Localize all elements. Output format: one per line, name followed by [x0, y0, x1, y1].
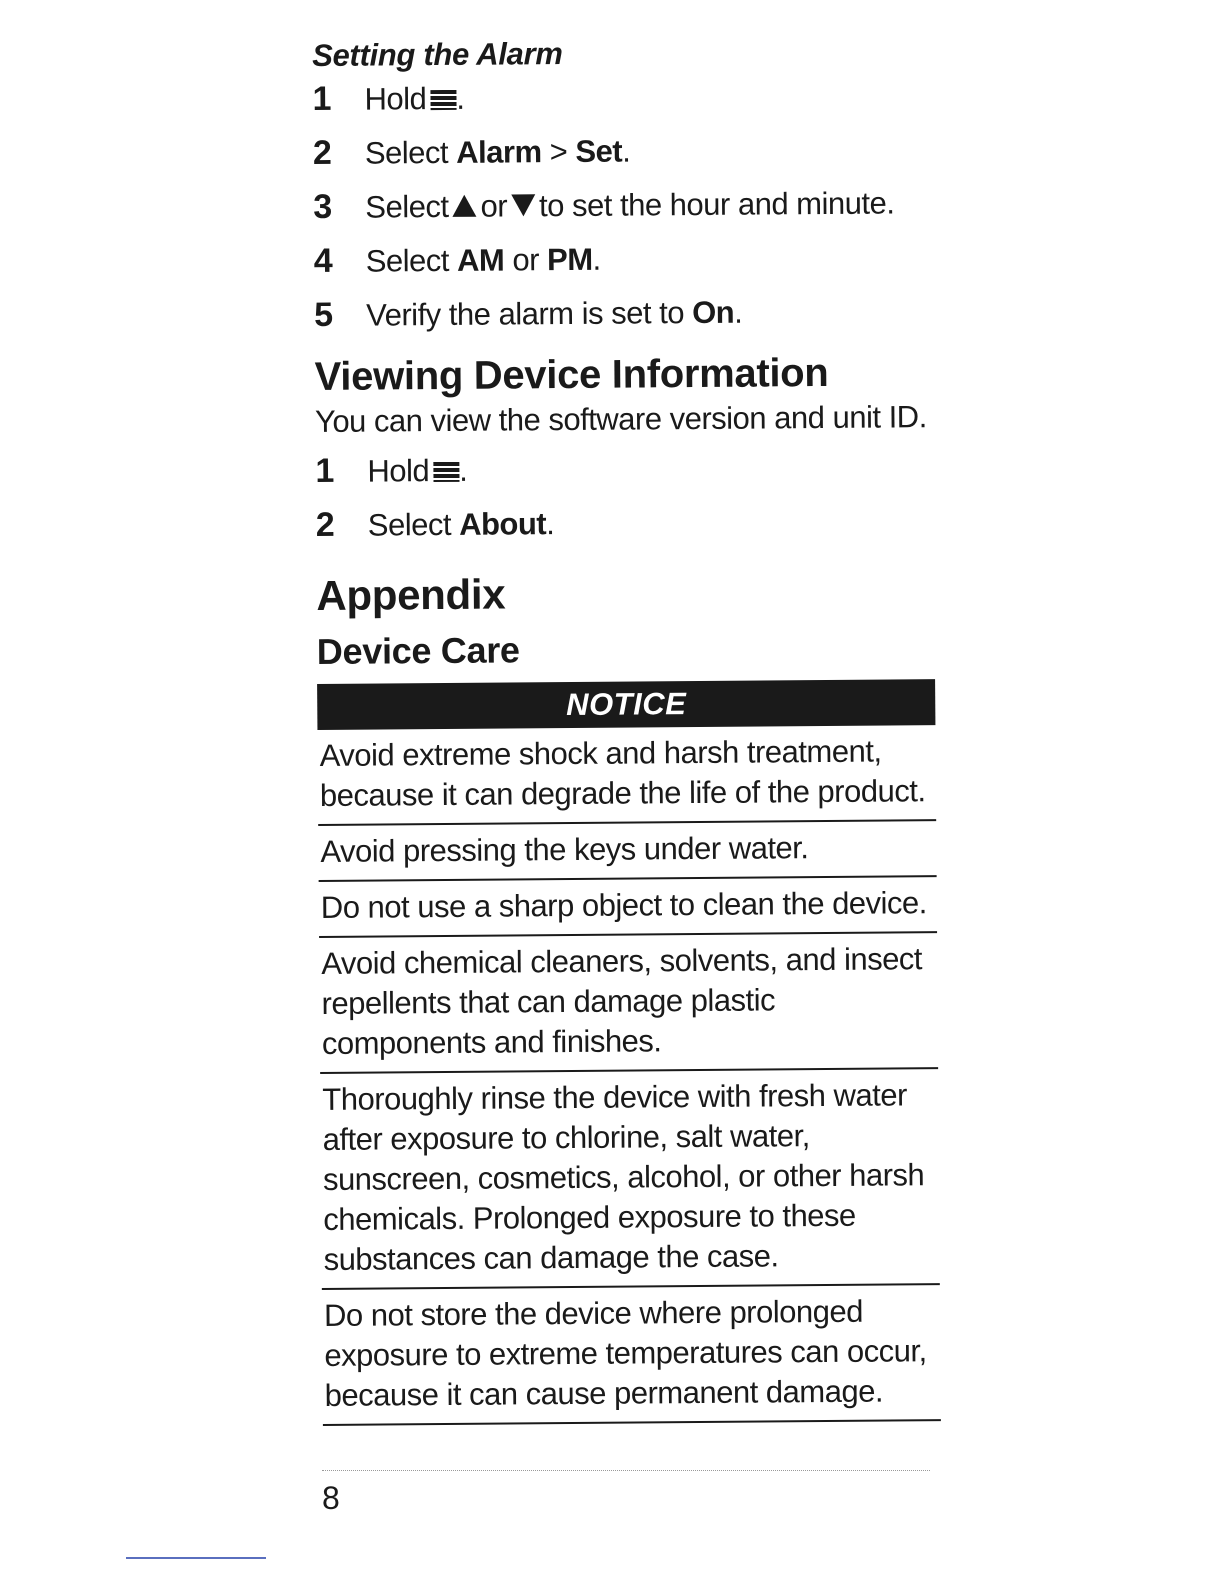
menu-icon	[433, 462, 459, 482]
scan-edge-line	[126, 1557, 266, 1559]
step-number: 5	[314, 295, 334, 334]
step-item: 1 Hold .	[315, 451, 468, 490]
step-item: 3 Select or to set the hour and minute.	[313, 185, 895, 226]
menu-label-set: Set	[575, 133, 623, 169]
option-on: On	[691, 294, 735, 331]
step-item: 2 Select Alarm > Set.	[312, 133, 631, 172]
option-pm: PM	[546, 241, 593, 278]
menu-label-alarm: Alarm	[456, 134, 542, 170]
page-content	[312, 31, 941, 1426]
device-info-steps	[315, 447, 934, 560]
alarm-heading: Setting the Alarm	[312, 36, 563, 73]
notice-banner: NOTICE	[317, 679, 935, 730]
notice-item: Avoid pressing the keys under water.	[318, 821, 936, 882]
notice-item: Do not use a sharp object to clean the device.	[319, 877, 937, 938]
step-number: 2	[315, 505, 335, 544]
up-arrow-icon	[452, 195, 476, 217]
step-item: 4 Select AM or PM.	[313, 241, 601, 280]
step-number: 4	[313, 241, 333, 280]
step-number: 1	[312, 79, 332, 118]
notice-item: Avoid extreme shock and harsh treatment, because it can degrade the life of the product.	[317, 725, 936, 826]
menu-label-about: About	[458, 506, 547, 542]
footer-rule	[322, 1470, 930, 1471]
menu-icon	[430, 90, 456, 110]
page-number: 8	[322, 1480, 340, 1516]
device-care-heading: Device Care	[316, 629, 520, 672]
step-number: 1	[315, 451, 335, 490]
notice-item: Do not store the device where prolonged exposure to extreme temperatures can occur, because it can cause permanent damage.	[322, 1285, 941, 1426]
step-item: 2 Select About.	[315, 505, 555, 544]
notice-item: Avoid chemical cleaners, solvents, and insect repellents that can damage plastic components and finishes.	[319, 933, 938, 1074]
device-info-heading: Viewing Device Information	[314, 350, 829, 399]
alarm-steps	[312, 75, 932, 350]
appendix-heading: Appendix	[316, 570, 506, 619]
notice-list	[317, 725, 940, 1426]
device-info-intro: You can view the software version and unit ID.	[314, 399, 927, 439]
step-item: 1 Hold .	[312, 79, 465, 118]
notice-item: Thoroughly rinse the device with fresh water after exposure to chlorine, salt water, sunscreen, cosmetics, alcohol, or other harsh chemicals. Prolonged exposure to these substances can damage the case.	[320, 1069, 940, 1290]
down-arrow-icon	[511, 194, 535, 216]
step-text: Hold	[364, 81, 427, 117]
option-am: AM	[456, 242, 505, 278]
step-number: 3	[313, 187, 333, 226]
step-item: 5 Verify the alarm is set to On.	[314, 294, 743, 334]
step-number: 2	[312, 133, 332, 172]
